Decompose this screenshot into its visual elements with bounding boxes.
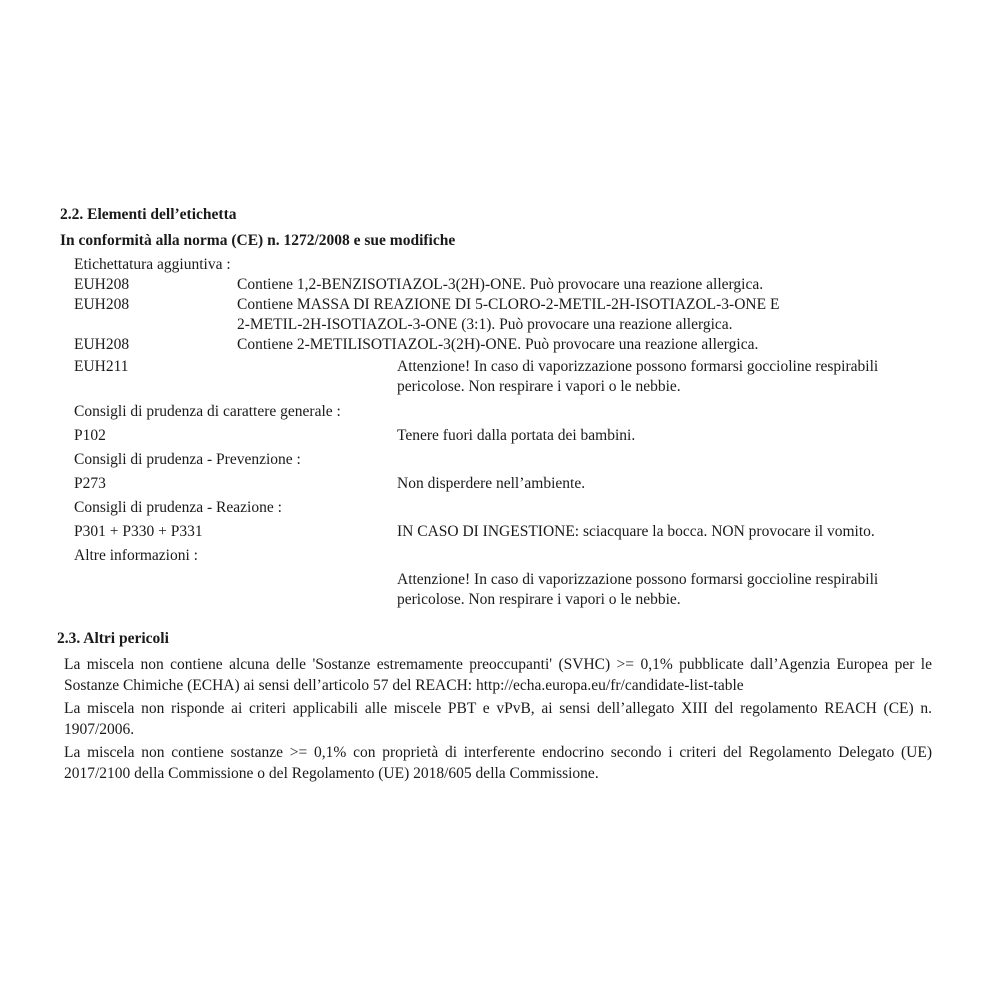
paragraph: La miscela non contiene alcuna delle 'Sostanze estremamente preoccupanti' (SVHC) >= 0,1% pubblicate dall’Agenzia Europea per le Sostanze Chimiche (ECHA) ai sensi dell’articolo 57 del REACH: http://echa.europa.eu/fr/candidate-list-table [64,656,932,694]
p102-text: Tenere fuori dalla portata dei bambini. [397,427,636,444]
euh-code: EUH208 [74,336,130,353]
reaction-label: Consigli di prudenza - Reazione : [74,499,282,516]
euh-text: Contiene 1,2-BENZISOTIAZOL-3(2H)-ONE. Può provocare una reazione allergica. [237,276,764,293]
p273-code: P273 [74,475,106,492]
euh211-text: Attenzione! In caso di vaporizzazione possono formarsi goccioline respirabili [397,358,879,375]
other-text: Attenzione! In caso di vaporizzazione possono formarsi goccioline respirabili [397,571,879,588]
section-subtitle: In conformità alla norma (CE) n. 1272/2008 e sue modifiche [60,232,456,249]
euh211-text: pericolose. Non respirare i vapori o le nebbie. [397,378,681,395]
euh-code: EUH208 [74,296,130,313]
other-label: Altre informazioni : [74,547,198,564]
section-title: 2.3. Altri pericoli [57,630,169,647]
euh211-code: EUH211 [74,358,129,375]
p102-code: P102 [74,427,106,444]
paragraph: La miscela non contiene sostanze >= 0,1% con proprietà di interferente endocrino secondo i criteri del Regolamento Delegato (UE) 2017/2100 della Commissione o del Regolamento (UE) 2018/605 della Commissione. [64,744,932,782]
euh-text: 2-METIL-2H-ISOTIAZOL-3-ONE (3:1). Può provocare una reazione allergica. [237,316,733,333]
p301-code: P301 + P330 + P331 [74,523,203,540]
section-title: 2.2. Elementi dell’etichetta [60,206,237,223]
euh-text: Contiene 2-METILISOTIAZOL-3(2H)-ONE. Può provocare una reazione allergica. [237,336,759,353]
euh-text: Contiene MASSA DI REAZIONE DI 5-CLORO-2-METIL-2H-ISOTIAZOL-3-ONE E [237,296,780,313]
paragraph: La miscela non risponde ai criteri applicabili alle miscele PBT e vPvB, ai sensi dell’allegato XIII del regolamento REACH (CE) n. 1907/2006. [64,700,932,738]
other-text: pericolose. Non respirare i vapori o le nebbie. [397,591,681,608]
p273-text: Non disperdere nell’ambiente. [397,475,586,492]
general-label: Consigli di prudenza di carattere generale : [74,403,341,420]
p301-text: IN CASO DI INGESTIONE: sciacquare la bocca. NON provocare il vomito. [397,523,875,540]
prevention-label: Consigli di prudenza - Prevenzione : [74,451,301,468]
additional-label: Etichettatura aggiuntiva : [74,256,231,273]
euh-code: EUH208 [74,276,130,293]
